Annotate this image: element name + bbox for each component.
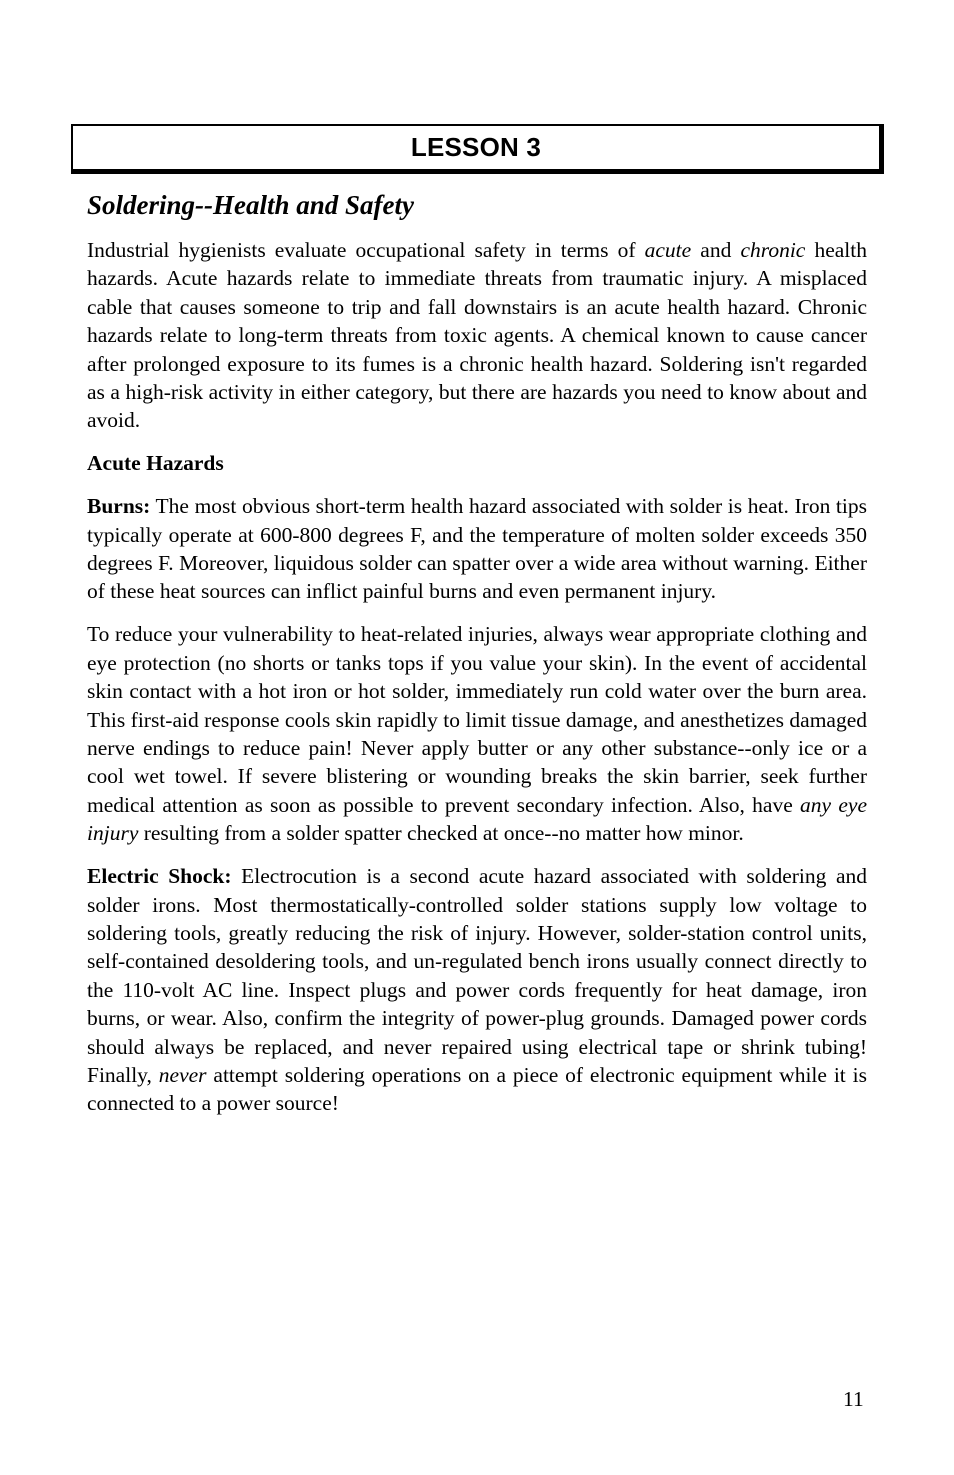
intro-chronic-term: chronic — [740, 238, 806, 262]
electric-shock-text-2: attempt soldering operations on a piece of electronic equipment while it is connected to a power source! — [87, 1062, 867, 1116]
page-content — [87, 188, 867, 1132]
lesson-label: LESSON 3 — [410, 132, 542, 162]
burns-paragraph — [87, 492, 867, 606]
section-title: Soldering--Health and Safety — [87, 190, 415, 220]
eye-injury-emphasis: any eye injury — [87, 792, 867, 846]
intro-acute-term: acute — [644, 238, 692, 262]
electric-shock-label: Electric Shock: — [87, 864, 232, 889]
burns-text: The most obvious short-term health hazard associated with solder is heat. Iron tips typically operate at 600-800 degrees F, and the temperature of molten solder exceeds 350 degrees F. Moreover, liquidous solder can spatter over a wide area without warning. Either of these heat sources can inflict painful burns and even permanent injury. — [87, 494, 867, 604]
intro-text-2: and — [691, 238, 741, 262]
electric-shock-text-1: Electrocution is a second acute hazard associated with soldering and solder irons. Most thermostatically-controlled solder stations supply low voltage to soldering tools, greatly reducing the risk of injury. However, solder-station control units, self-contained desoldering tools, and un-regulated bench irons usually connect directly to the 110-volt AC line. Inspect plugs and power cords frequently for heat damage, iron burns, or wear. Also, confirm the integrity of power-plug grounds. Damaged power cords should always be replaced, and never repaired using electrical tape or shrink tubing! Finally, — [87, 864, 867, 1087]
burns-label: Burns: — [87, 494, 151, 519]
intro-text-1: Industrial hygienists evaluate occupational safety in terms of — [87, 238, 645, 262]
page-number: 11 — [843, 1387, 864, 1411]
burn-prevention-text-2: resulting from a solder spatter checked at once--no matter how minor. — [138, 821, 744, 846]
electric-shock-paragraph — [87, 862, 867, 1118]
burn-prevention-paragraph — [87, 620, 867, 847]
never-emphasis: never — [158, 1062, 207, 1087]
burn-prevention-text-1: To reduce your vulnerability to heat-related injuries, always wear appropriate clothing and eye protection (no shorts or tanks tops if you value your skin). In the event of accidental skin contact with a hot iron or hot solder, immediately run cold water over the burn area. This first-aid response cools skin rapidly to limit tissue damage, and anesthetizes damaged nerve endings to reduce pain! Never apply butter or any other substance--only ice or a cool wet towel. If severe blistering or wounding breaks the skin barrier, seek further medical attention as soon as possible to prevent secondary infection. Also, have — [87, 622, 867, 817]
acute-hazards-heading: Acute Hazards — [87, 451, 224, 476]
intro-paragraph — [87, 236, 867, 435]
lesson-header-box — [71, 124, 884, 174]
intro-text-3: health hazards. Acute hazards relate to immediate threats from traumatic injury. A misplaced cable that causes someone to trip and fall downstairs is an acute health hazard. Chronic hazards relate to long-term threats from toxic agents. A chemical known to cause cancer after prolonged exposure to its fumes is a chronic health hazard. Soldering isn't regarded as a high-risk activity in either category, but there are hazards you need to know about and avoid. — [87, 238, 867, 433]
